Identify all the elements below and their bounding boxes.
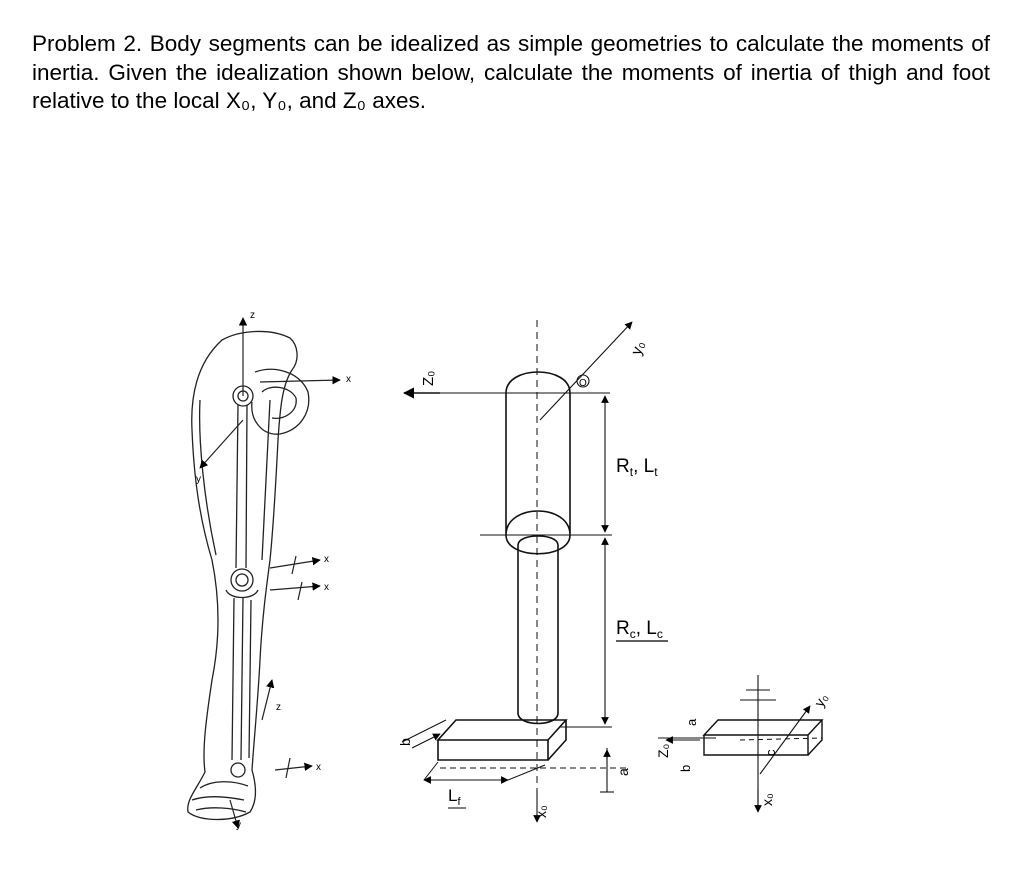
shank-cylinder [518,536,558,724]
label-thigh-dims: $R_t$, $L_t$ [616,456,658,479]
leg-axes [200,318,340,828]
label-shank-dims: $R_c$, $L_c$ [616,618,663,641]
foot-label-b: b [678,764,693,772]
label-z0: Z₀ [420,370,437,386]
foot-box [438,720,566,760]
foot-label-x0: x₀ [759,793,775,806]
problem-statement: Problem 2. Body segments can be idealized as simple geometries to calculate the moments of inertia. Given the idealization shown below, calculate the moments of inertia of thigh and foot relative to the local X₀, Y₀, and Z₀ axes. [32,31,990,113]
foot-label-c: c [763,749,778,756]
label-y0: y₀ [627,338,649,358]
label-a: a [615,768,631,776]
foot-label-z0: Z₀ [655,743,671,758]
label-origin: O [579,378,587,389]
label-x-knee-2: x [324,582,329,593]
label-x-hip: x [346,374,351,385]
label-lf: $L_f$ [448,786,461,808]
label-x0: x₀ [533,805,549,818]
leg-anatomy-drawing [188,331,309,819]
foot-label-y0: y₀ [810,690,832,710]
foot-detail-labels [655,690,831,806]
label-z-shank: z [276,702,281,713]
label-y-foot: y [236,820,241,831]
label-b: b [397,738,413,746]
thigh-cylinder [506,372,570,535]
foot-detail [658,675,822,812]
segment-model [402,320,632,822]
label-x-knee-1: x [324,554,329,565]
label-z-top: z [250,310,255,321]
label-y-hip: y [196,474,201,485]
foot-label-a: a [684,718,699,726]
leg-axis-labels [196,310,351,831]
label-x-ankle: x [316,762,321,773]
